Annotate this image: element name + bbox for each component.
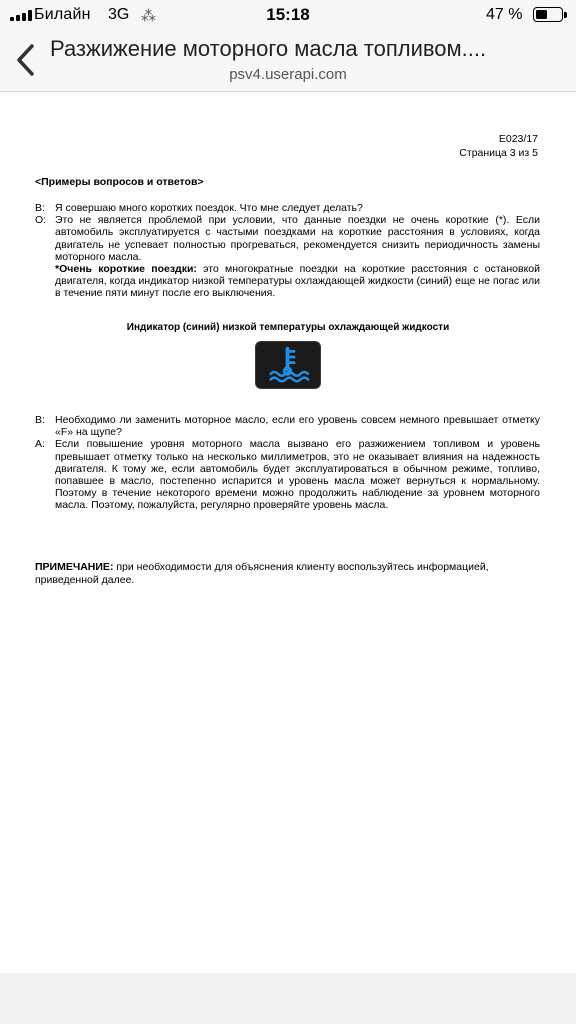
activity-spinner-icon: ⁂ [141,8,156,25]
note-paragraph [35,561,540,586]
answer-mark: О: [35,214,47,227]
question-row [35,202,540,214]
page-url: psv4.userapi.com [229,66,347,83]
document-page [0,93,576,973]
note-text: при необходимости для объяснения клиенту воспользуйтесь информацией, приведенной далее. [35,561,489,586]
battery-percentage: 47 % [486,6,523,23]
footnote-label: *Очень короткие поездки: [55,263,197,276]
answer-text: Если повышение уровня моторного масла вызвано его разжижением топливом и уровень превышает отметку только на несколько миллиметров, это не оказывает влияния на надежность двигателя. К тому же, если автомобиль будет эксплуатироваться в обычном режиме, топливо, попавшее в масло, постепенно испарится и уровень масла может вернуться к нормальному. Поэтому в течение некоторого времени можно продолжить наблюдение за уровнем моторного масла. Поэтому, пожалуйста, регулярно проверяйте уровень масла. [55,438,540,512]
answer-body [55,214,540,299]
page-title: Разжижение моторного масла топливом.... [50,36,487,61]
coolant-temperature-icon [256,342,319,387]
indicator-caption: Индикатор (синий) низкой температуры охлаждающей жидкости [126,322,450,333]
footnote [55,263,540,300]
footnote-text: это многократные поездки на короткие расстояния с остановкой двигателя, когда индикатор низкой температуры охлаждающей жидкости (синий) еще не погас или в течение пяти минут после его выключения. [55,263,540,300]
qa-block-short-trips [35,202,540,300]
document-code: E023/17 [498,133,538,145]
question-text: Необходимо ли заменить моторное масло, если его уровень совсем немного превышает отметку «F» на щупе? [55,414,540,439]
battery-tip [564,12,567,18]
coolant-temperature-indicator [255,341,321,389]
status-time: 15:18 [266,5,310,24]
viewer-background [0,973,576,1024]
answer-row [35,214,540,299]
answer-row [35,438,540,511]
status-bar [0,0,576,30]
answer-text: Это не является проблемой при условии, что данные поездки не очень короткие (*). Если автомобиль эксплуатируется с частыми поездками на короткие расстояния в условиях, когда двигатель не успевает полностью прогреваться, рекомендуется снизить периодичность замены моторного масла. [55,214,540,263]
question-row [35,414,540,438]
note-label: ПРИМЕЧАНИЕ: [35,561,114,573]
document-page-number: Страница 3 из 5 [459,147,538,159]
question-mark: В: [35,202,45,214]
question-text: Я совершаю много коротких поездок. Что мне следует делать? [55,202,363,214]
battery-icon [533,7,563,22]
carrier-name: Билайн [34,6,91,23]
qa-block-oil-level [35,414,540,512]
section-title: <Примеры вопросов и ответов> [35,176,204,188]
network-type: 3G [108,6,130,23]
question-mark: В: [35,414,45,426]
answer-mark: А: [35,438,45,451]
navigation-header [0,30,576,92]
